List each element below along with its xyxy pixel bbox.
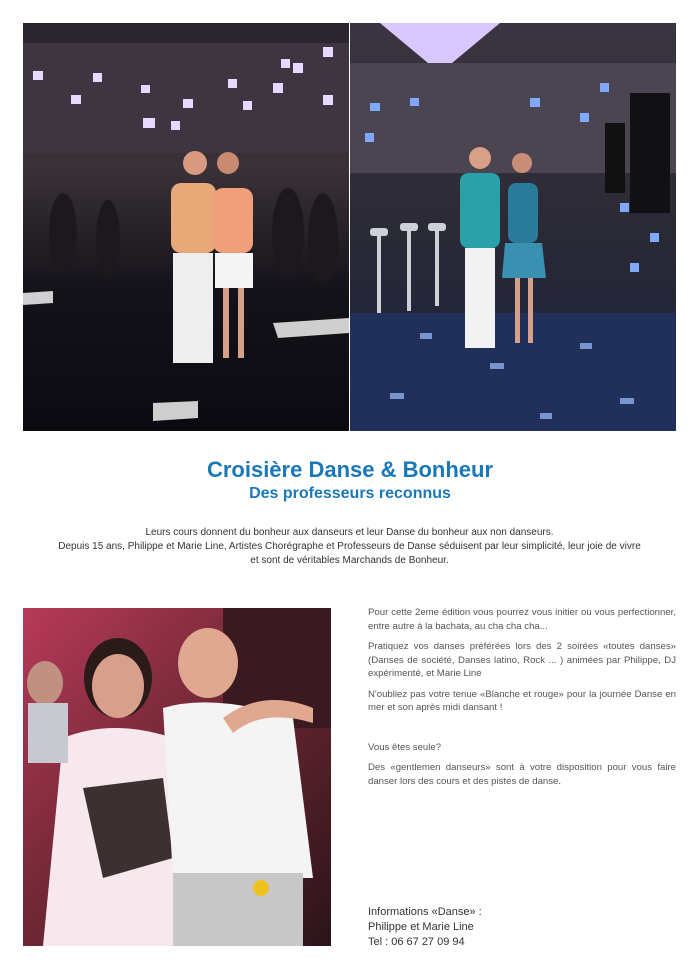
- body-paragraph: Vous êtes seule?: [368, 741, 442, 753]
- contact-names: Philippe et Marie Line: [368, 921, 474, 933]
- page-title: Croisière Danse & Bonheur: [206, 457, 494, 482]
- body-paragraph: Pour cette 2eme édition vous pourrez vous initier ou vous perfectionner, entre autre à la bachata, au cha cha cha...: [368, 607, 676, 632]
- page-subtitle: Des professeurs reconnus: [249, 485, 451, 502]
- contact-phone: Tel : 06 67 27 09 94: [368, 936, 465, 948]
- intro-line: Depuis 15 ans, Philippe et Marie Line, Artistes Chorégraphe et Professeurs de Danse séduisent par leur simplicité, leur joie de vivre: [58, 541, 641, 552]
- body-text: [368, 606, 676, 795]
- intro-line: Leurs cours donnent du bonheur aux danseurs et leur Danse du bonheur aux non danseurs.: [145, 527, 554, 538]
- body-paragraph: N'oubliez pas votre tenue «Blanche et rouge» pour la journée Danse en mer et son après midi dansant !: [368, 688, 676, 713]
- contact-heading: Informations «Danse» :: [368, 906, 482, 918]
- intro-paragraph: [23, 526, 676, 568]
- couple-portrait-photo: [23, 608, 331, 946]
- dance-floor-photo-left: [23, 23, 349, 431]
- contact-info: [368, 905, 676, 950]
- body-paragraph: Des «gentlemen danseurs» sont à votre disposition pour vous faire danser lors des cours et des pistes de danse.: [368, 762, 676, 787]
- dance-floor-photo-right: [350, 23, 676, 431]
- intro-line: et sont de véritables Marchands de Bonheur.: [250, 555, 449, 566]
- body-paragraph: Pratiquez vos danses préférées lors des 2 soirées «toutes danses» (Danses de société, Danses latino, Rock ... ) animées par Philippe, DJ expérimenté, et Marie Line: [368, 641, 676, 679]
